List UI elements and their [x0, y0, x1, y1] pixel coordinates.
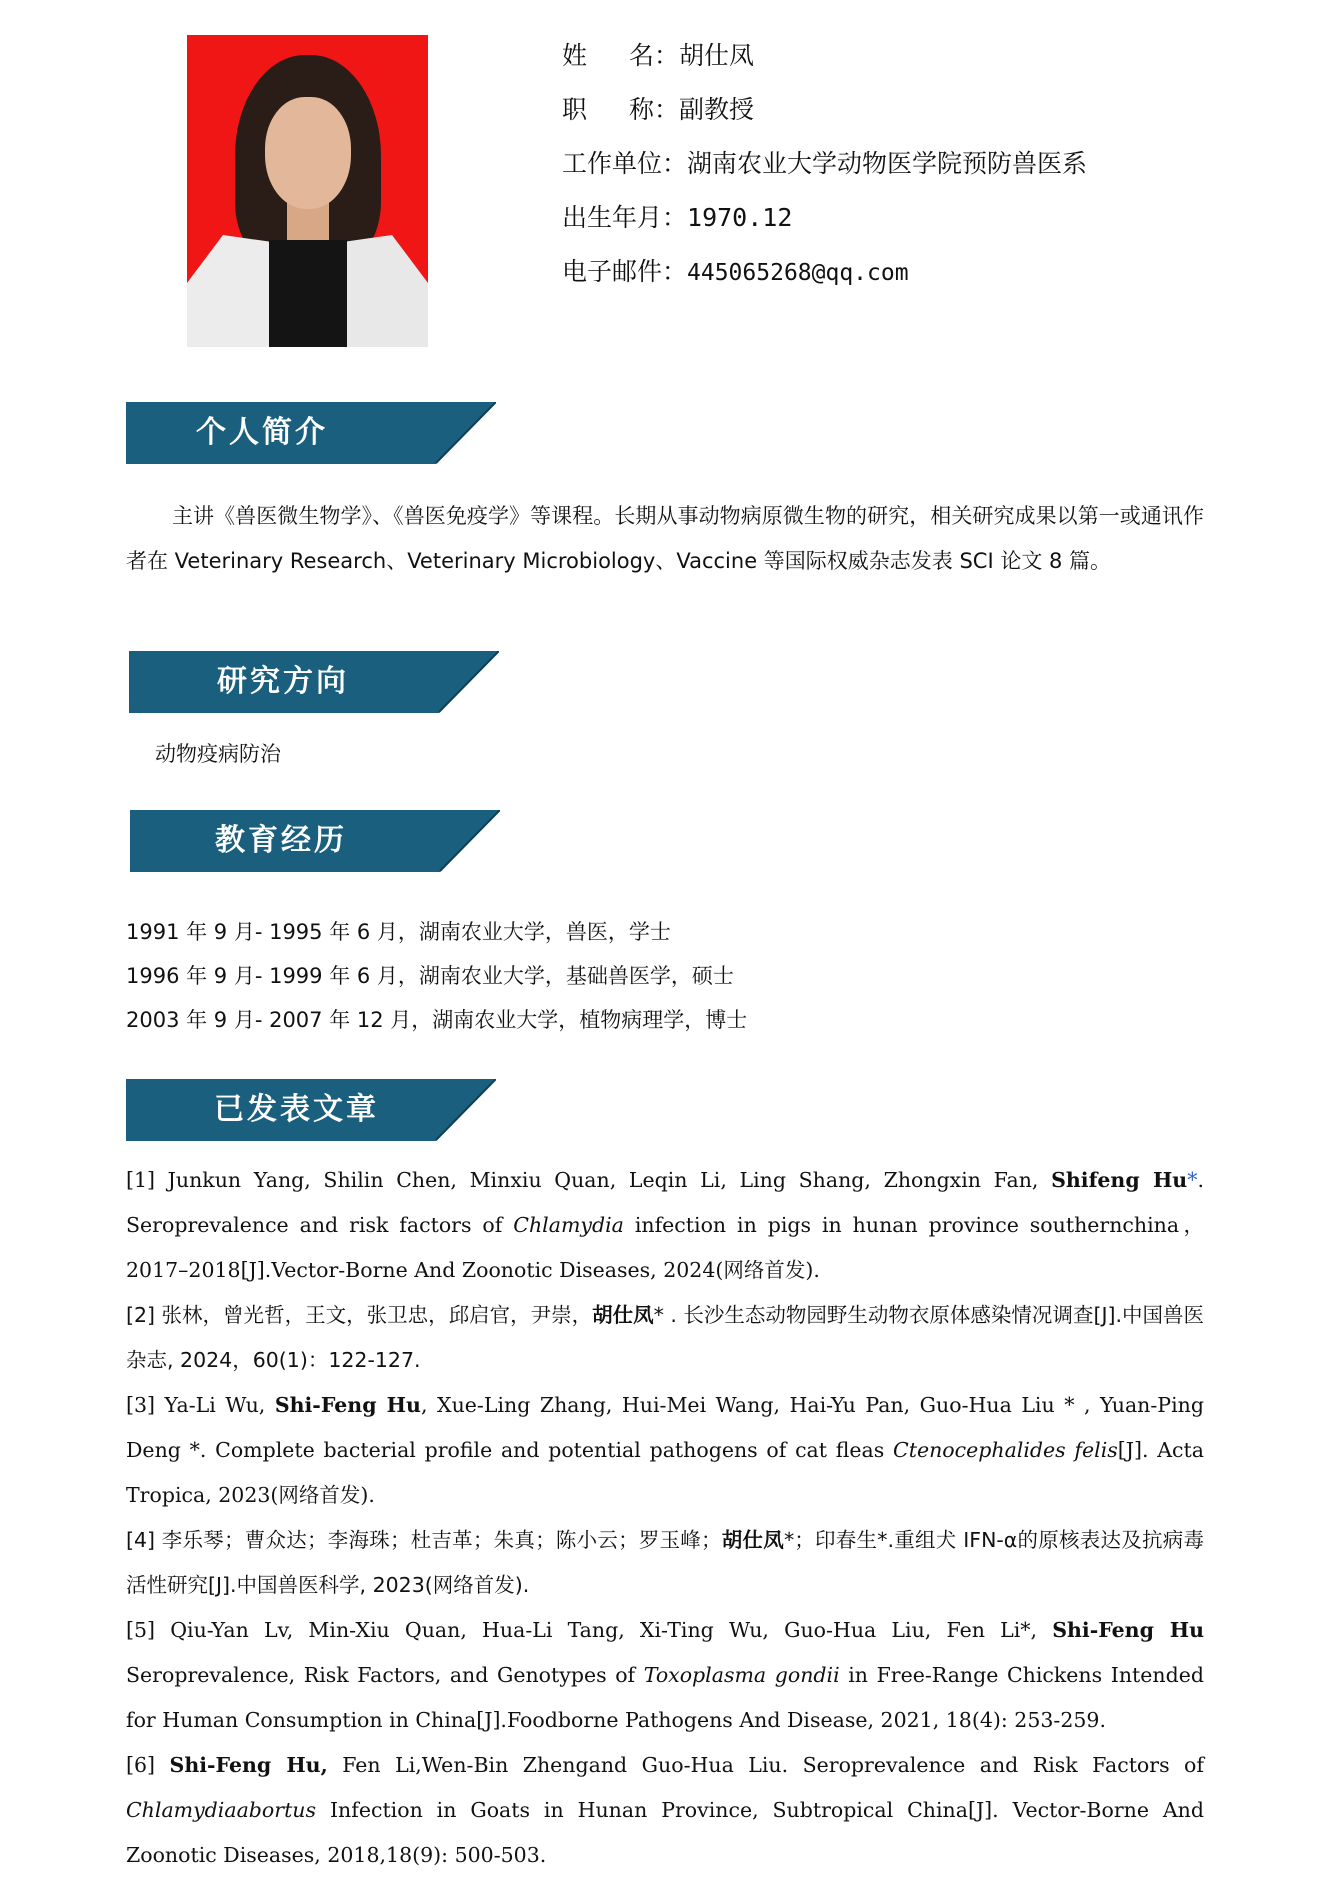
section-banner-intro: [126, 402, 496, 464]
name-row: [562, 38, 1087, 92]
ref-text: [6]: [126, 1753, 170, 1777]
ref-text: , Xue-Ling Zhang, Hui-Mei Wang, Hai-Yu Pan, Guo-Hua Liu * , Yuan-Ping Deng *. Complete bacterial profile and potential pathogens of cat fleas: [126, 1393, 1204, 1462]
ref-asterisk: *: [1187, 1168, 1198, 1192]
name-value: 胡仕凤: [679, 41, 755, 70]
birth-label: 出生年月：: [562, 203, 688, 232]
ref-italic: Ctenocephalides felis: [893, 1438, 1118, 1462]
ref-author-bold: Shi-Feng Hu: [274, 1393, 421, 1417]
unit-value: 湖南农业大学动物医学院预防兽医系: [687, 149, 1088, 178]
ref-text: [3] Ya-Li Wu,: [126, 1393, 275, 1417]
reference-5: [126, 1608, 1204, 1743]
ref-text: Fen Li,Wen-Bin Zhengand Guo-Hua Liu. Seroprevalence and Risk Factors of: [327, 1753, 1204, 1777]
ref-text: [1] Junkun Yang, Shilin Chen, Minxiu Quan, Leqin Li, Ling Shang, Zhongxin Fan,: [126, 1168, 1052, 1192]
title-label-1: 职: [562, 95, 588, 124]
birth-row: [562, 200, 1087, 254]
ref-text: [2] 张林，曾光哲，王文，张卫忠，邱启官，尹崇，: [126, 1303, 593, 1327]
ref-text: [5] Qiu-Yan Lv, Min-Xiu Quan, Hua-Li Tang, Xi-Ting Wu, Guo-Hua Liu, Fen Li*,: [126, 1618, 1053, 1642]
ref-text: Infection in Goats in Hunan Province, Subtropical China[J]. Vector-Borne And Zoonotic Diseases, 2018,18(9): 500-503.: [126, 1798, 1204, 1867]
reference-2: [126, 1293, 1204, 1383]
research-text: 动物疫病防治: [155, 742, 281, 766]
reference-6: [126, 1743, 1204, 1878]
section-heading-education: 教育经历: [215, 823, 347, 858]
intro-text: 主讲《兽医微生物学》、《兽医免疫学》等课程。长期从事动物病原微生物的研究，相关研究成果以第一或通讯作者在 Veterinary Research、Veterinary Microbiology、Vaccine 等国际权威杂志发表 SCI 论文 8 篇。: [126, 504, 1204, 573]
name-label-2: 名：: [629, 41, 680, 70]
name-label-1: 姓: [562, 41, 588, 70]
section-heading-intro: 个人简介: [196, 415, 328, 450]
title-label-2: 称：: [629, 95, 680, 124]
section-banner-research: [129, 651, 499, 713]
email-value: 445065268@qq.com: [687, 260, 909, 286]
ref-text: . Seroprevalence and risk factors of: [126, 1168, 1204, 1237]
reference-4: [126, 1518, 1204, 1608]
ref-text: * . 长沙生态动物园野生动物衣原体感染情况调查[J].中国兽医杂志, 2024，60(1)：122-127.: [126, 1303, 1205, 1372]
intro-paragraph: [126, 494, 1204, 584]
profile-info: [562, 38, 1087, 308]
profile-photo: [187, 35, 428, 347]
ref-text: Seroprevalence, Risk Factors, and Genotypes of: [126, 1663, 644, 1687]
ref-author-bold: Shifeng Hu: [1051, 1168, 1188, 1192]
title-row: [562, 92, 1087, 146]
education-list: [126, 910, 747, 1042]
section-banner-education: [130, 810, 500, 872]
education-item: 1996 年 9 月- 1999 年 6 月，湖南农业大学，基础兽医学，硕士: [126, 964, 734, 988]
reference-1: [126, 1158, 1204, 1293]
birth-value: 1970.12: [687, 203, 793, 232]
ref-author-bold: 胡仕凤: [592, 1303, 654, 1327]
email-label: 电子邮件：: [562, 257, 688, 286]
unit-row: [562, 146, 1087, 200]
ref-text: [4] 李乐琴；曹众达；李海珠；杜吉革；朱真；陈小云；罗玉峰；: [126, 1528, 722, 1552]
ref-author-bold: Shi-Feng Hu,: [169, 1753, 328, 1777]
ref-text: in Free-Range Chickens Intended for Human Consumption in China[J].Foodborne Pathogens And Disease, 2021, 18(4): 253-259.: [126, 1663, 1204, 1732]
ref-text: *；印春生*.重组犬 IFN-α的原核表达及抗病毒活性研究[J].中国兽医科学, 2023(网络首发).: [126, 1528, 1204, 1597]
section-banner-publications: [126, 1079, 496, 1141]
unit-label: 工作单位：: [562, 149, 688, 178]
section-heading-publications: 已发表文章: [214, 1092, 379, 1127]
ref-author-bold: Shi-Feng Hu: [1052, 1618, 1204, 1642]
ref-italic: Toxoplasma gondii: [643, 1663, 840, 1687]
education-item: 1991 年 9 月- 1995 年 6 月，湖南农业大学，兽医，学士: [126, 920, 671, 944]
ref-text: infection in pigs in hunan province southernchina，2017–2018[J].Vector-Borne And Zoonotic Diseases, 2024(网络首发).: [126, 1213, 1205, 1282]
education-item: 2003 年 9 月- 2007 年 12 月，湖南农业大学，植物病理学，博士: [126, 1008, 748, 1032]
ref-text: [J]. Acta Tropica, 2023(网络首发).: [126, 1438, 1204, 1507]
section-heading-research: 研究方向: [217, 664, 349, 699]
email-row: [562, 254, 1087, 308]
ref-italic: Chlamydia: [513, 1213, 624, 1237]
ref-author-bold: 胡仕凤: [721, 1528, 785, 1552]
ref-italic: Chlamydiaabortus: [126, 1798, 317, 1822]
reference-3: [126, 1383, 1204, 1518]
title-value: 副教授: [679, 95, 755, 124]
